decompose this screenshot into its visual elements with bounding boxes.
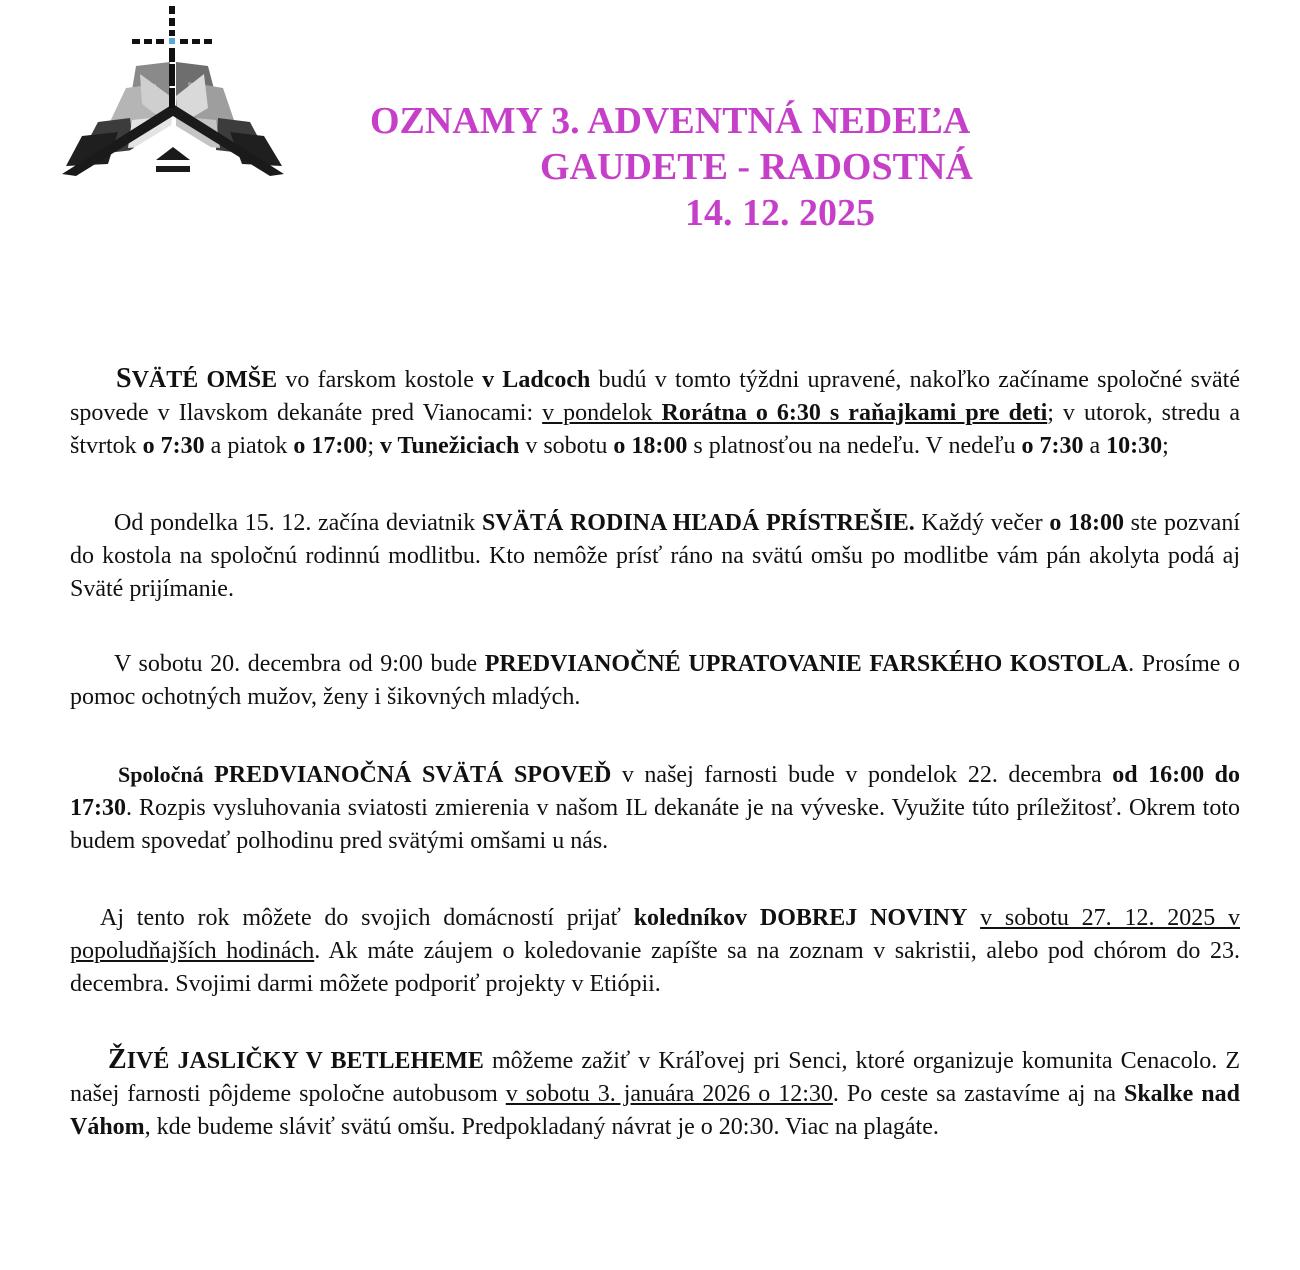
announcements [70, 362, 1240, 1144]
title-line-1: OZNAMY 3. ADVENTNÁ NEDEĽA [370, 100, 971, 142]
announcement-cleaning: V sobotu 20. decembra od 9:00 bude PREDVIANOČNÉ UPRATOVANIE FARSKÉHO KOSTOLA. Prosíme o pomoc ochotných mužov, ženy i šikovných mladých. [70, 651, 1241, 710]
announcement-nativity: ŽIVÉ JASLIČKY V BETLEHEME môžeme zažiť v Kráľovej pri Senci, ktoré organizuje komunita Cenacolo. Z našej farnosti pôjdeme spoločne autobusom v sobotu 3. januára 2026 o 12:30. Po ceste sa zastavíme aj na Skalke nad Váhom, kde budeme sláviť svätú omšu. Predpokladaný návrat je o 20:30. Viac na plagáte. [70, 1044, 1241, 1140]
title-line-2: GAUDETE - RADOSTNÁ [540, 146, 973, 188]
announcement-carolers: Aj tento rok môžete do svojich domácností prijať koledníkov DOBREJ NOVINY v sobotu 27. 12. 2025 v popoludňajších hodinách. Ak máte záujem o koledovanie zapíšte sa na zoznam v sakristii, alebo pod chórom do 23. decembra. Svojimi darmi môžete podporiť projekty v Etiópii. [70, 905, 1241, 997]
church-cross-logo-icon [58, 4, 288, 184]
announcement-masses: SVÄTÉ OMŠE vo farskom kostole v Ladcoch budú v tomto týždni upravené, nakoľko začíname spoločné sväté spovede v Ilavskom dekanáte pred Vianocami: v pondelok Rorátna o 6:30 s raňajkami pre deti; v utorok, stredu a štvrtok o 7:30 a piatok o 17:00; v Tunežiciach v sobotu o 18:00 s platnosťou na nedeľu. V nedeľu o 7:30 a 10:30; [70, 363, 1240, 459]
announcement-novena: Od pondelka 15. 12. začína deviatnik SVÄTÁ RODINA HĽADÁ PRÍSTREŠIE. Každý večer o 18:00 ste pozvaní do kostola na spoločnú rodinnú modlitbu. Kto nemôže prísť ráno na svätú omšu po modlitbe vám pán akolyta podá aj Sväté prijímanie. [70, 510, 1240, 602]
title-line-3: 14. 12. 2025 [685, 192, 875, 234]
page-title [330, 98, 1190, 236]
announcement-confession: Spoločná PREDVIANOČNÁ SVÄTÁ SPOVEĎ v našej farnosti bude v pondelok 22. decembra od 16:00 do 17:30. Rozpis vysluhovania sviatosti zmierenia v našom IL dekanáte je na výveske. Využite túto príležitosť. Okrem toto budem spovedať polhodinu pred svätými omšami u nás. [70, 762, 1241, 854]
